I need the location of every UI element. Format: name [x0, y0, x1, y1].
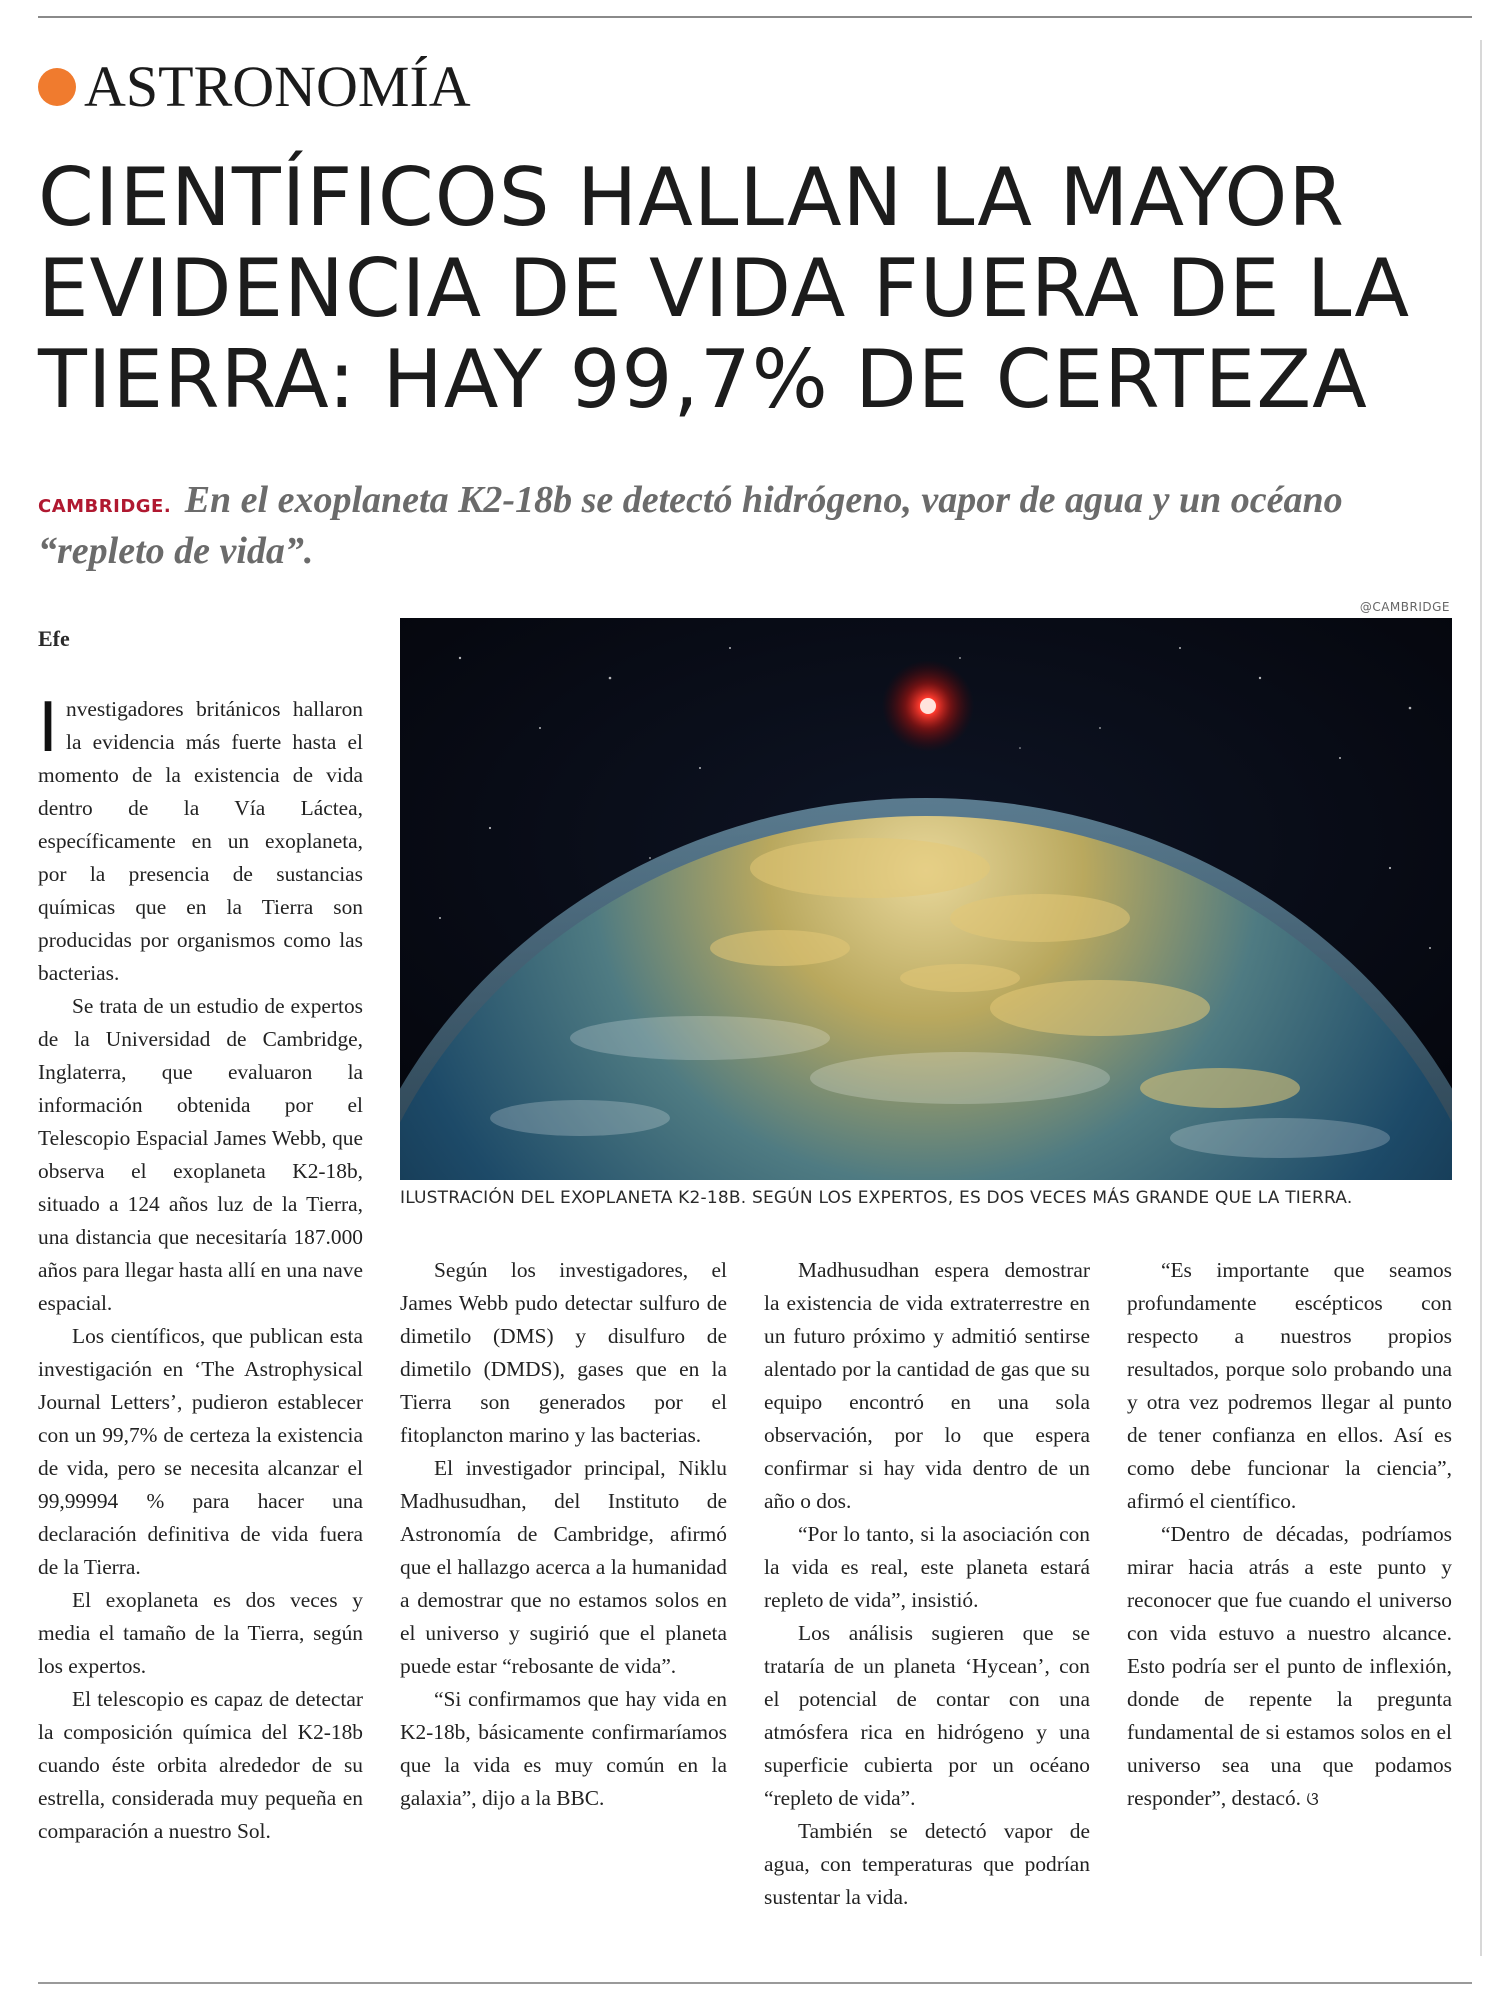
- paragraph-1-text: nvestigadores británicos hallaron la evidencia más fuerte hasta el momento de la existencia de vida dentro de la Vía Láctea, específicamente en un exoplaneta, por la presencia de sustancias químicas que en la Tierra son producidas por organismos como las bacterias.: [38, 697, 363, 985]
- article-column-3: [764, 1254, 1090, 1914]
- deck-place: CAMBRIDGE.: [38, 496, 172, 517]
- page-edge: [1480, 40, 1482, 1956]
- article-paragraph-7: El investigador principal, Niklu Madhusudhan, del Instituto de Astronomía de Cambridge, afirmó que el hallazgo acerca a la humanidad a demostrar que no estamos solos en el universo y sugirió que el planeta puede estar “rebosante de vida”.: [400, 1456, 727, 1678]
- article-column-2: [400, 1254, 727, 1815]
- article-paragraph-2: Se trata de un estudio de expertos de la Universidad de Cambridge, Inglaterra, que evaluaron la información obtenida por el Telescopio Espacial James Webb, que observa el exoplaneta K2-18b, situado a 124 años luz de la Tierra, una distancia que necesitaría 187.000 años para llegar hasta allí en una nave espacial.: [38, 994, 363, 1315]
- article-paragraph-11: Los análisis sugieren que se trataría de un planeta ‘Hycean’, con el potencial de contar con una atmósfera rica en hidrógeno y una superficie cubierta por un océano “repleto de vida”.: [764, 1621, 1090, 1810]
- exoplanet-illustration: [400, 618, 1452, 1180]
- article-paragraph-4: El exoplaneta es dos veces y media el tamaño de la Tierra, según los expertos.: [38, 1588, 363, 1678]
- deck-text: En el exoplaneta K2-18b se detectó hidrógeno, vapor de agua y un océano “repleto de vida”.: [38, 479, 1343, 572]
- section-dot-icon: [38, 68, 76, 106]
- end-mark-icon: ଓ: [1306, 1789, 1319, 1810]
- planet-illustration-svg: [400, 618, 1452, 1180]
- article-paragraph-12: También se detectó vapor de agua, con temperaturas que podrían sustentar la vida.: [764, 1819, 1090, 1909]
- article-paragraph-5: El telescopio es capaz de detectar la composición química del K2-18b cuando éste orbita alrededor de su estrella, considerada muy pequeña en comparación a nuestro Sol.: [38, 1687, 363, 1843]
- article-paragraph-8: “Si confirmamos que hay vida en K2-18b, básicamente confirmaríamos que la vida es muy común en la galaxia”, dijo a la BBC.: [400, 1687, 727, 1810]
- byline: Efe: [38, 626, 70, 651]
- top-rule: [38, 16, 1472, 18]
- paragraph-14-text: “Dentro de décadas, podríamos mirar hacia atrás a este punto y reconocer que fue cuando el universo con vida estuvo a nuestro alcance. Esto podría ser el punto de inflexión, donde de repente la pregunta fundamental de si estamos solos en el universo sea una que podamos responder”, destacó.: [1127, 1522, 1452, 1810]
- deck: [38, 478, 1438, 573]
- bottom-rule: [38, 1982, 1472, 1984]
- headline-line-2: EVIDENCIA DE VIDA FUERA DE LA: [38, 242, 1411, 335]
- article-paragraph-13: “Es importante que seamos profundamente escépticos con respecto a nuestros propios resultados, porque solo probando una y otra vez podremos llegar al punto de tener confianza en ellos. Así es como debe funcionar la ciencia”, afirmó el científico.: [1127, 1258, 1452, 1513]
- photo-credit: @CAMBRIDGE: [1359, 600, 1450, 614]
- article-paragraph-6: Según los investigadores, el James Webb pudo detectar sulfuro de dimetilo (DMS) y disulfuro de dimetilo (DMDS), gases que en la Tierra son generados por el fitoplancton marino y las bacterias.: [400, 1258, 727, 1447]
- headline-line-1: CIENTÍFICOS HALLAN LA MAYOR: [38, 151, 1345, 244]
- article-paragraph-3: Los científicos, que publican esta investigación en ‘The Astrophysical Journal Letters’, pudieron establecer con un 99,7% de certeza la existencia de vida, pero se necesita alcanzar el 99,99994 % para hacer una declaración definitiva de vida fuera de la Tierra.: [38, 1324, 363, 1579]
- article-paragraph-9: Madhusudhan espera demostrar la existencia de vida extraterrestre en un futuro próximo y admitió sentirse alentado por la cantidad de gas que su equipo encontró en una sola observación, por lo que espera confirmar si hay vida dentro de un año o dos.: [764, 1258, 1090, 1513]
- article-paragraph-1: [38, 687, 363, 990]
- article-column-1: [38, 687, 363, 1848]
- article-paragraph-14: [1127, 1518, 1452, 1816]
- headline: [38, 152, 1458, 425]
- drop-cap: I: [38, 687, 59, 767]
- section-label: ASTRONOMÍA: [84, 54, 471, 119]
- section-header: [38, 52, 471, 122]
- article-column-4: [1127, 1254, 1452, 1816]
- article-paragraph-10: “Por lo tanto, si la asociación con la vida es real, este planeta estará repleto de vida”, insistió.: [764, 1522, 1090, 1612]
- photo-caption: ILUSTRACIÓN DEL EXOPLANETA K2-18B. SEGÚN LOS EXPERTOS, ES DOS VECES MÁS GRANDE QUE LA TIERRA.: [400, 1188, 1353, 1208]
- headline-line-3: TIERRA: HAY 99,7% DE CERTEZA: [38, 333, 1368, 426]
